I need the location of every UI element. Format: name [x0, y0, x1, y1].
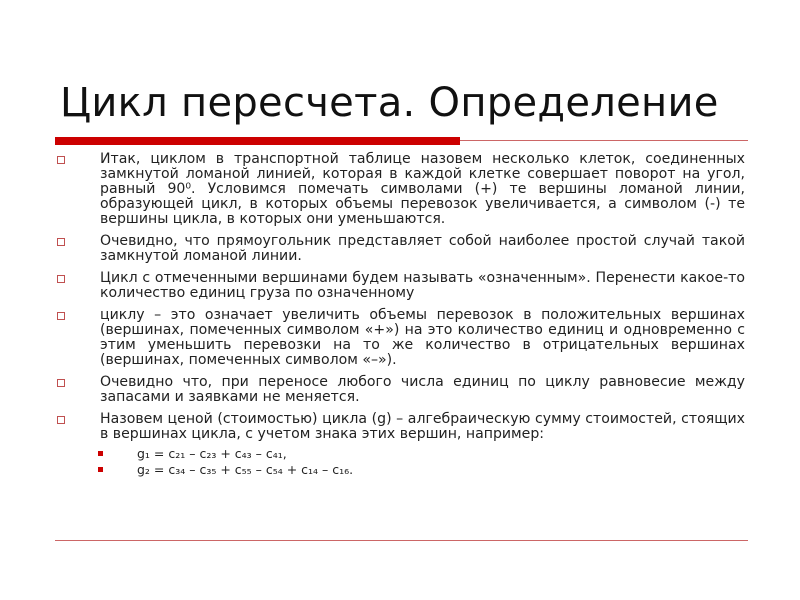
- square-bullet-icon: [57, 312, 65, 320]
- bullet-item: [55, 308, 745, 368]
- bullet-text: Итак, циклом в транспортной таблице назовем несколько клеток, соединенных замкнутой ломаной линией, которая в каждой клетке совершает поворот на угол, равный 90⁰. Условимся помечать символами (+) те вершины ломаной линии, образующей цикл, в которых объемы перевозок увеличивается, а символом (-) те вершины цикла, в которых они уменьшаются.: [100, 151, 745, 227]
- square-bullet-icon: [57, 379, 65, 387]
- bullet-item: [55, 234, 745, 264]
- bullet-item: [55, 152, 745, 227]
- bullet-text: циклу – это означает увеличить объемы перевозок в положительных вершинах (вершинах, помеченных символом «+») на это количество единиц и одновременно с этим уменьшить перевозки на то же количество в отрицательных вершинах (вершинах, помеченных символом «–»).: [100, 307, 745, 368]
- bullet-text: Очевидно, что прямоугольник представляет собой наиболее простой случай такой замкнутой ломаной линии.: [100, 233, 745, 264]
- square-bullet-icon: [57, 238, 65, 246]
- bullet-item: [55, 375, 745, 405]
- formula-item: [55, 462, 745, 477]
- formula-text: g₂ = c₃₄ – c₃₅ + c₅₅ – c₅₄ + c₁₄ – c₁₆.: [137, 462, 354, 477]
- bullet-item: [55, 412, 745, 442]
- formula-item: [55, 446, 745, 461]
- square-bullet-icon: [57, 416, 65, 424]
- red-square-bullet-icon: [98, 467, 103, 472]
- bullet-item: [55, 271, 745, 301]
- slide-body: [55, 152, 745, 477]
- bullet-text: Назовем ценой (стоимостью) цикла (g) – алгебраическую сумму стоимостей, стоящих в вершинах цикла, с учетом знака этих вершин, например:: [100, 411, 745, 442]
- square-bullet-icon: [57, 156, 65, 164]
- square-bullet-icon: [57, 275, 65, 283]
- bullet-text: Очевидно что, при переносе любого числа единиц по циклу равновесие между запасами и заявками не меняется.: [100, 374, 745, 405]
- title-underline-thin: [460, 140, 748, 141]
- slide-title: Цикл пересчета. Определение: [60, 80, 719, 126]
- formula-text: g₁ = c₂₁ – c₂₃ + c₄₃ – c₄₁,: [137, 446, 287, 461]
- red-square-bullet-icon: [98, 451, 103, 456]
- title-underline-bar: [55, 137, 460, 145]
- bullet-text: Цикл с отмеченными вершинами будем называть «означенным». Перенести какое-то количество единиц груза по означенному: [100, 270, 745, 301]
- bottom-rule: [55, 540, 748, 541]
